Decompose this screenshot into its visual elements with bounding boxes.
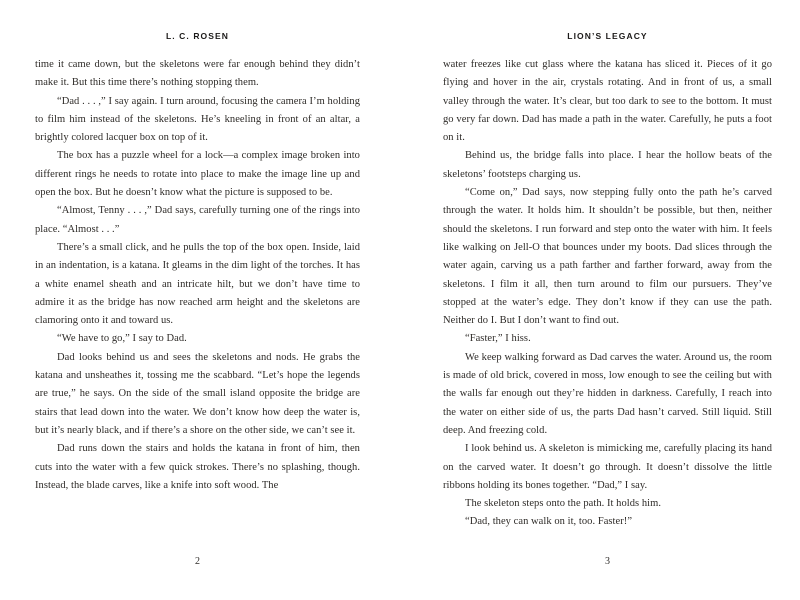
paragraph: There’s a small click, and he pulls the top of the box open. Inside, laid in an indentation, is a katana. It gleams in the dim light of the torches. It has a white enamel sheath and an intricate hilt, but we don’t have time to admire it as the bridge has now reached arm height and the skeletons are clamoring onto it and toward us.: [35, 241, 360, 327]
paragraph: I look behind us. A skeleton is mimicking me, carefully placing its hand on the carved water. It doesn’t go through. It doesn’t dissolve the little ribbons holding its bones together. “Dad,” I say.: [443, 443, 772, 491]
right-page: [443, 0, 772, 600]
paragraph: water freezes like cut glass where the katana has sliced it. Pieces of it go flying and hover in the air, crystals rotating. And in front of us, a small valley through the water. It’s clear, but too dark to see to the bottom. It must go very far down. Dad has made a path in the water. Carefully, he puts a foot on it.: [443, 59, 772, 144]
paragraph: “Almost, Tenny . . . ,” Dad says, carefully turning one of the rings into place. “Almost . . .”: [35, 205, 360, 235]
paragraph: The skeleton steps onto the path. It holds him.: [465, 498, 661, 510]
paragraph: Dad looks behind us and sees the skeletons and nods. He grabs the katana and unsheathes it, tossing me the scabbard. “Let’s hope the legends are true,” he says. On the side of the small island opposite the bridge are stairs that lead down into the water. We don’t know how deep the water is, but it’s nearly black, and if there’s a shore on the other side, we can’t see it.: [35, 351, 360, 436]
paragraph: “Faster,” I hiss.: [465, 333, 531, 345]
paragraph: We keep walking forward as Dad carves the water. Around us, the room is made of old brick, covered in moss, low enough to see the ceiling but with the walls far enough out they’re hidden in darkness. Carefully, I reach into the water on either side of us, the parts Dad hasn’t carved. Still liquid. Still deep. And freezing cold.: [443, 351, 772, 436]
paragraph: “Dad . . . ,” I say again. I turn around, focusing the camera I’m holding to film him instead of the skeletons. He’s kneeling in front of an altar, a brightly colored lacquer box on top of it.: [35, 95, 360, 144]
running-head-title: LION’S LEGACY: [567, 31, 648, 41]
paragraph: “Come on,” Dad says, now stepping fully onto the path he’s carved through the water. It holds him. It shouldn’t be possible, but then, neither should the skeletons. I run forward and step onto the water with him. It feels like walking on Jell-O that bounces under my boots. Dad slices through the water again, carving us a path farther and farther forward, away from the skeletons. I film it all, then turn around to film our pursuers. They’ve stopped at the water’s edge. They don’t know if they can use the path. Neither do I. But I don’t want to find out.: [443, 187, 772, 327]
paragraph: The box has a puzzle wheel for a lock—a complex image broken into different rings he needs to rotate into place to make the image line up and open the box. But he doesn’t know what the picture is supposed to be.: [35, 150, 360, 199]
right-page-number: 3: [605, 556, 610, 567]
running-head-author: L. C. ROSEN: [165, 31, 230, 41]
paragraph: Behind us, the bridge falls into place. I hear the hollow beats of the skeletons’ footsteps charging us.: [443, 150, 772, 180]
paragraph: time it came down, but the skeletons were far enough behind they didn’t make it. But this time there’s nothing stopping them.: [35, 59, 360, 89]
left-page-number: 2: [195, 556, 200, 567]
left-page: [35, 0, 360, 600]
paragraph: “We have to go,” I say to Dad.: [57, 333, 187, 345]
paragraph: Dad runs down the stairs and holds the katana in front of him, then cuts into the water with a few quick strokes. There’s no splashing, though. Instead, the blade carves, like a knife into soft wood. The: [35, 443, 360, 491]
right-page-body-text: [443, 56, 772, 532]
paragraph: “Dad, they can walk on it, too. Faster!”: [465, 516, 633, 528]
left-page-body-text: [35, 56, 360, 495]
